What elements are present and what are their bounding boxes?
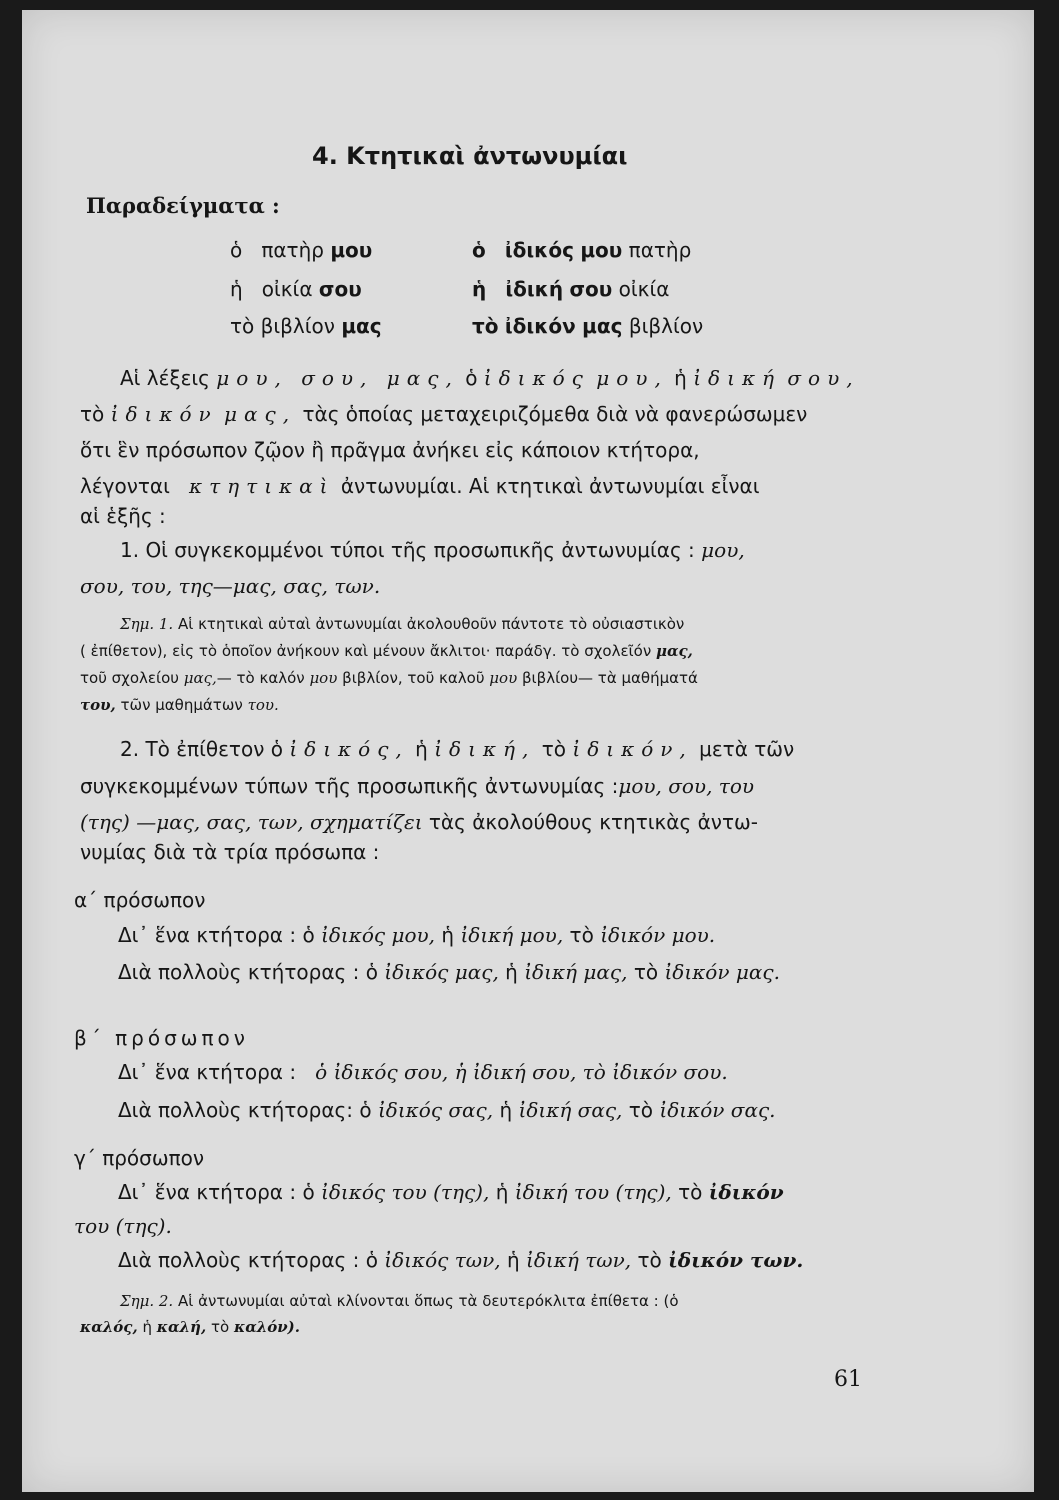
note-2-line: Σημ. 2. Αἱ ἀντωνυμίαι αὐταὶ κλίνονται ὅπως τὰ δευτερόκλιτα ἐπίθετα : (ὁ — [120, 1292, 679, 1310]
paragraph-line: λέγονται κτητικαὶ ἀντωνυμίαι. Αἱ κτητικαὶ ἀντωνυμίαι εἶναι — [80, 474, 760, 498]
item-2-line: νυμίας διὰ τὰ τρία πρόσωπα : — [80, 840, 380, 864]
paragraph-line: Αἱ λέξεις μου, σου, μας, ὁ ἰδικός μου, ἡ ἰδική σου, — [120, 366, 860, 390]
first-person-one-owner: Δι᾿ ἕνα κτήτορα : ὁ ἰδικός μου, ἡ ἰδική μου, τὸ ἰδικόν μου. — [118, 923, 716, 947]
book-page — [22, 10, 1034, 1492]
second-person-many-owners: Διὰ πολλοὺς κτήτορας: ὁ ἰδικός σας, ἡ ἰδική σας, τὸ ἰδικόν σας. — [118, 1098, 776, 1122]
first-person-heading: α΄ πρόσωπον — [74, 888, 206, 912]
paragraph-line: ὅτι ἓν πρόσωπον ζῷον ἢ πρᾶγμα ἀνήκει εἰς κάποιον κτήτορα, — [80, 438, 700, 462]
item-2-line: (της) —μας, σας, των, σχηματίζει τὰς ἀκολούθους κτητικὰς ἀντω- — [80, 810, 758, 834]
example-right-row: τὸ ἰδικόν μας βιβλίον — [472, 314, 704, 338]
note-1-line: ( ἐπίθετον), εἰς τὸ ὁποῖον ἀνήκουν καὶ μένουν ἄκλιτοι· παράδγ. τὸ σχολεῖόν μας, — [80, 642, 693, 660]
note-2-line: καλός, ἡ καλή, τὸ καλόν). — [80, 1318, 301, 1336]
second-person-one-owner: Δι᾿ ἕνα κτήτορα : ὁ ἰδικός σου, ἡ ἰδική σου, τὸ ἰδικόν σου. — [118, 1060, 728, 1084]
note-1-line: Σημ. 1. Αἱ κτητικαὶ αὐταὶ ἀντωνυμίαι ἀκολουθοῦν πάντοτε τὸ οὐσιαστικὸν — [120, 615, 685, 633]
section-title: 4. Κτητικαὶ ἀντωνυμίαι — [312, 142, 628, 170]
example-left-row: ἡ οἰκία σου — [230, 277, 362, 301]
example-left-row: τὸ βιβλίον μας — [230, 314, 382, 338]
paragraph-line: αἱ ἑξῆς : — [80, 504, 166, 528]
item-1-line: 1. Οἱ συγκεκομμένοι τύποι τῆς προσωπικῆς ἀντωνυμίας : μου, — [120, 538, 745, 562]
first-person-many-owners: Διὰ πολλοὺς κτήτορας : ὁ ἰδικός μας, ἡ ἰδική μας, τὸ ἰδικόν μας. — [118, 960, 780, 984]
example-right-row: ὁ ἰδικός μου πατὴρ — [472, 238, 692, 262]
page-number: 61 — [834, 1367, 862, 1392]
note-1-line: του, τῶν μαθημάτων του. — [80, 696, 279, 714]
third-person-heading: γ΄ πρόσωπον — [74, 1146, 205, 1170]
item-1-line: σου, του, της—μας, σας, των. — [80, 574, 381, 598]
item-2-line: συγκεκομμένων τύπων τῆς προσωπικῆς ἀντωνυμίας :μου, σου, του — [80, 774, 755, 798]
third-person-one-owner: Δι᾿ ἕνα κτήτορα : ὁ ἰδικός του (της), ἡ ἰδική του (της), τὸ ἰδικόν — [118, 1180, 784, 1204]
examples-label: Παραδείγματα : — [86, 193, 280, 218]
third-person-many-owners: Διὰ πολλοὺς κτήτορας : ὁ ἰδικός των, ἡ ἰδική των, τὸ ἰδικόν των. — [118, 1248, 804, 1272]
paragraph-line: τὸ ἰδικόν μας, τὰς ὁποίας μεταχειριζόμεθα διὰ νὰ φανερώσωμεν — [80, 402, 808, 426]
example-right-row: ἡ ἰδική σου οἰκία — [472, 277, 670, 301]
item-2-line: 2. Τὸ ἐπίθετον ὁ ἰδικός, ἡ ἰδική, τὸ ἰδικόν, μετὰ τῶν — [120, 737, 795, 761]
second-person-heading: β΄ πρόσωπον — [74, 1026, 249, 1050]
example-left-row: ὁ πατὴρ μου — [230, 238, 373, 262]
note-1-line: τοῦ σχολείου μας,— τὸ καλόν μου βιβλίον, τοῦ καλοῦ μου βιβλίου— τὰ μαθήματά — [80, 669, 698, 687]
third-person-one-owner-cont: του (της). — [74, 1214, 172, 1238]
